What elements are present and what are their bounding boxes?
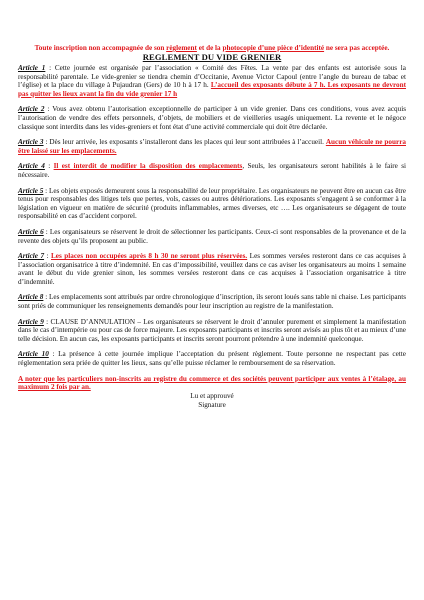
article-highlight: Aucun véhicule ne pourra être laissé sur les emplacements. bbox=[18, 138, 406, 155]
document-title: REGLEMENT DU VIDE GRENIER bbox=[142, 52, 282, 63]
notice-text-2: et de la bbox=[196, 44, 223, 52]
article-3 bbox=[18, 138, 406, 155]
article-text: : Les emplacements sont attribués par ordre chronologique d’inscription, ils seront loués sans table ni chaise. Les participants sont priés de communiquer les renseignements demandés pour leur inscription au registre de la manifestation. bbox=[18, 293, 406, 311]
article-label: Article 10 bbox=[18, 350, 49, 359]
article-label: Article 3 bbox=[18, 138, 44, 147]
article-text: : Vous avez obtenu l’autorisation exceptionnelle de participer à un vide grenier. Dans ces conditions, vous avez acquis l’autorisation de vendre des effets personnels, d’objets, de mobiliers et de vieilleries usagés uniquement. La revente et le négoce classique sont interdits dans les vides-greniers et font état d’une activité commerciale qui doit être déclarée. bbox=[18, 105, 406, 131]
article-10 bbox=[18, 350, 406, 367]
article-4 bbox=[18, 162, 406, 179]
article-text-continued: , Seuls, les organisateurs seront habilités à le faire si nécessaire. bbox=[18, 162, 406, 179]
notice-link-reglement: règlement bbox=[166, 44, 197, 52]
article-text: : bbox=[44, 252, 51, 261]
article-8 bbox=[18, 293, 406, 310]
article-label: Article 2 bbox=[18, 105, 45, 114]
final-notice: A noter que les particuliers non-inscrits au registre du commerce et des sociétés peuvent participer aux ventes à l’étalage, au maximum 2 fois par an. bbox=[18, 374, 406, 392]
signature-label: Signature bbox=[198, 400, 226, 409]
article-text: : La présence à cette journée implique l’acceptation du présent règlement. Toute personne ne respectant pas cette réglementation sera priée de quitter les lieux, sans qu’elle puisse réclamer le remboursement de sa réservation. bbox=[18, 350, 406, 368]
inscription-notice bbox=[24, 44, 400, 52]
document-page bbox=[18, 44, 406, 410]
article-text: : Cette journée est organisée par l’association « Comité des Fêtes. La vente par des enfants est autorisée sous la responsabilité parentale. Le vide-grenier se tiendra chemin d’Occitanie, Avenue Victor Capoul (entre l’angle du bureau de tabac et l’église) et la place du village à Pujaudran (Gers) de 10 h à 17 h. bbox=[18, 64, 406, 90]
article-label: Article 1 bbox=[18, 64, 46, 72]
article-text: : Les organisateurs se réservent le droit de sélectionner les participants. Ceux-ci sont responsables de la provenance et de la revente des objets qu’ils proposent au public. bbox=[18, 227, 406, 245]
article-label: Article 4 bbox=[18, 162, 45, 171]
article-1 bbox=[18, 64, 406, 98]
article-label: Article 8 bbox=[18, 293, 44, 302]
article-text: : CLAUSE D’ANNULATION – Les organisateurs se réservent le droit d’annuler purement et simplement la manifestation dans le cas d’intempérie ou pour cas de force majeure. Les exposants participants et inscrits seront avisés au plus tôt et au mieux d’une telle décision. En aucun cas, les exposants participants et inscrits seront pourront prétendre à une indemnité quelconque. bbox=[18, 317, 406, 343]
article-5 bbox=[18, 187, 406, 221]
article-text: : bbox=[44, 162, 54, 171]
article-2 bbox=[18, 105, 406, 131]
article-9 bbox=[18, 318, 406, 344]
article-label: Article 7 bbox=[18, 252, 45, 261]
article-text: : Dès leur arrivée, les exposants s’installeront dans les places qui leur sont attribuées à l’accueil. bbox=[43, 138, 326, 147]
notice-text-3: ne sera pas acceptée. bbox=[324, 44, 390, 52]
article-highlight: L’accueil des exposants débute à 7 h. Les exposants ne devront pas quitter les lieux avant la fin du vide grenier 17 h bbox=[18, 81, 406, 98]
article-highlight: Il est interdit de modifier la disposition des emplacements bbox=[53, 162, 243, 171]
article-6 bbox=[18, 228, 406, 245]
article-label: Article 9 bbox=[18, 317, 44, 326]
notice-text-1: Toute inscription non accompagnée de son bbox=[34, 44, 167, 52]
article-7 bbox=[18, 252, 406, 286]
read-approved-label: Lu et approuvé bbox=[190, 391, 234, 400]
article-highlight: Les places non occupées après 8 h 30 ne seront plus réservées. bbox=[51, 252, 248, 261]
article-text-continued: Les sommes versées resteront dans ce cas acquises à l’association organisatrice à titre d’indemnité. En cas d’impossibilité, veuillez dans ce cas aviser les organisateurs au moins 1 semaine avant le début du vide grenier sinon, les sommes versées resteront dans ce cas acquises à l’association organisatrice à titre d’indemnité. bbox=[18, 252, 406, 286]
articles-list bbox=[18, 64, 406, 368]
signature-block bbox=[18, 392, 406, 410]
article-label: Article 6 bbox=[18, 227, 44, 236]
article-label: Article 5 bbox=[18, 186, 44, 195]
article-text: : Les objets exposés demeurent sous la responsabilité de leur propriétaire. Les organisateurs ne peuvent être en aucun cas être tenus pour responsables des litiges tels que pertes, vols, casses ou autres détériorations. Les exposants s’engagent à se conformer à la législation en vigueur en matière de sécurité (produits inflammables, armes diverses, etc …. Les organisateurs se dégagent de toute responsabilité en cas d’accident corporel. bbox=[18, 186, 406, 221]
notice-link-identity: photocopie d’une pièce d’identité bbox=[222, 44, 325, 52]
